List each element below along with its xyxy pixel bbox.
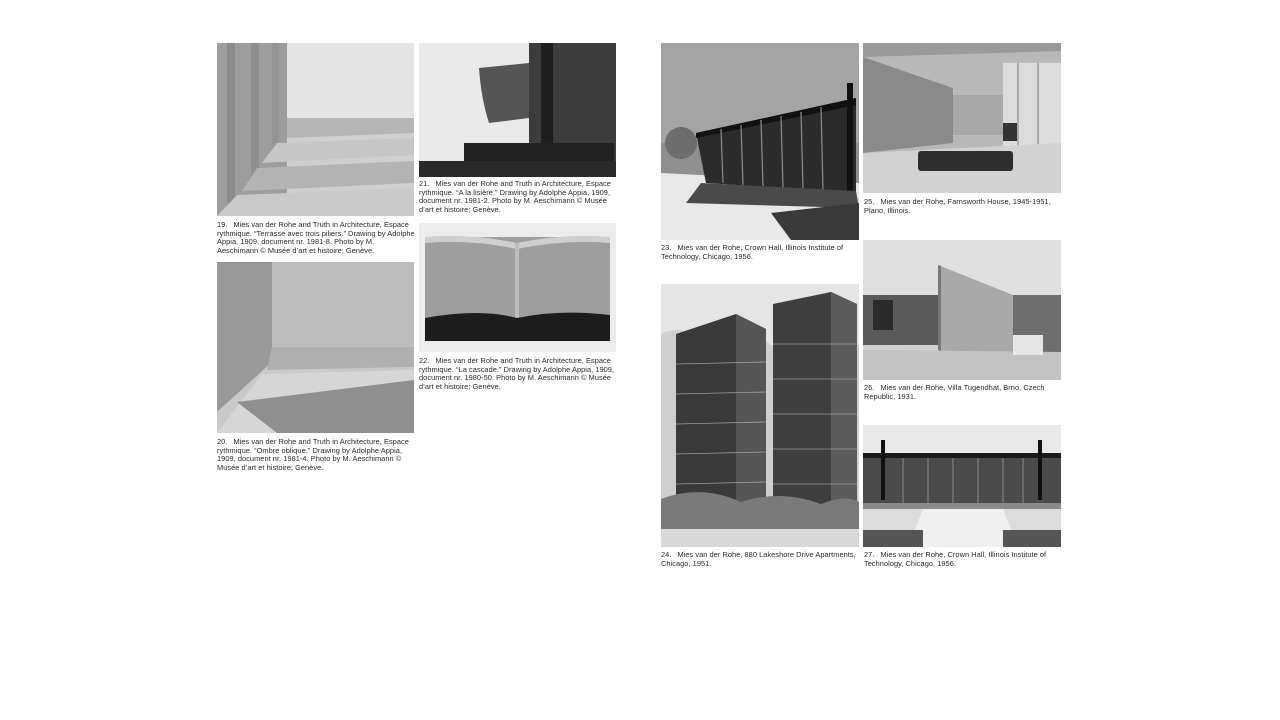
figure-21-image	[419, 43, 616, 177]
figure-25-number: 25.	[864, 197, 875, 206]
figure-24-number: 24.	[661, 550, 672, 559]
figure-20-number: 20.	[217, 437, 228, 446]
figure-21-text: Mies van der Rohe and Truth in Architecture, Espace rythmique. “A la lisière.” Drawing by Adolphe Appia, 1909, document nr. 1981-2. Photo by M. Aeschimann © Musée d’art et histoire; Genève.	[419, 179, 611, 214]
figure-27-number: 27.	[864, 550, 875, 559]
figure-21-number: 21.	[419, 179, 430, 188]
figure-26-caption	[864, 384, 1064, 401]
figure-25-image	[863, 43, 1061, 193]
figure-22-image	[419, 223, 616, 352]
figure-24-text: Mies van der Rohe, 880 Lakeshore Drive Apartments, Chicago, 1951.	[661, 550, 856, 568]
figure-23-caption	[661, 244, 861, 261]
figure-22-text: Mies van der Rohe and Truth in Architecture, Espace rythmique. “La cascade.” Drawing by Adolphe Appia, 1909, document nr. 1980-50. Photo by M. Aeschimann © Musée d’art et histoire; Genève.	[419, 356, 615, 391]
figure-22-caption	[419, 357, 617, 391]
figure-19-text: Mies van der Rohe and Truth in Architecture, Espace rythmique. “Terrasse avec trois piliers.” Drawing by Adolphe Appia, 1909, document nr. 1981-8. Photo by M. Aeschimann © Musée d’art et histoire; Genève.	[217, 220, 415, 255]
figure-25-caption	[864, 198, 1064, 215]
figure-24-caption	[661, 551, 861, 568]
figure-27-caption	[864, 551, 1064, 568]
figure-27-image	[863, 425, 1061, 547]
figure-27-text: Mies van der Rohe, Crown Hall, Illinois Institute of Technology, Chicago, 1956.	[864, 550, 1047, 568]
figure-25-text: Mies van der Rohe, Farnsworth House, 1945-1951, Plano, Illinois.	[864, 197, 1051, 215]
figure-19-image	[217, 43, 414, 216]
figure-20-text: Mies van der Rohe and Truth in Architecture, Espace rythmique. “Ombre oblique.” Drawing by Adolphe Appia, 1909, document nr. 1981-4. Photo by M. Aeschimann © Musée d’art et histoire; Genève.	[217, 437, 409, 472]
figure-21-caption	[419, 180, 617, 214]
figure-24-image	[661, 284, 859, 547]
figure-26-image	[863, 240, 1061, 380]
figure-20-caption	[217, 438, 415, 472]
figure-22-number: 22.	[419, 356, 430, 365]
figure-20-image	[217, 262, 414, 433]
figure-23-text: Mies van der Rohe, Crown Hall, Illinois Institute of Technology, Chicago, 1956.	[661, 243, 844, 261]
figure-23-image	[661, 43, 859, 240]
figure-23-number: 23.	[661, 243, 672, 252]
figure-19-caption	[217, 221, 415, 255]
figure-26-text: Mies van der Rohe, Villa Tugendhat, Brno, Czech Republic, 1931.	[864, 383, 1045, 401]
figure-26-number: 26.	[864, 383, 875, 392]
figure-19-number: 19.	[217, 220, 228, 229]
